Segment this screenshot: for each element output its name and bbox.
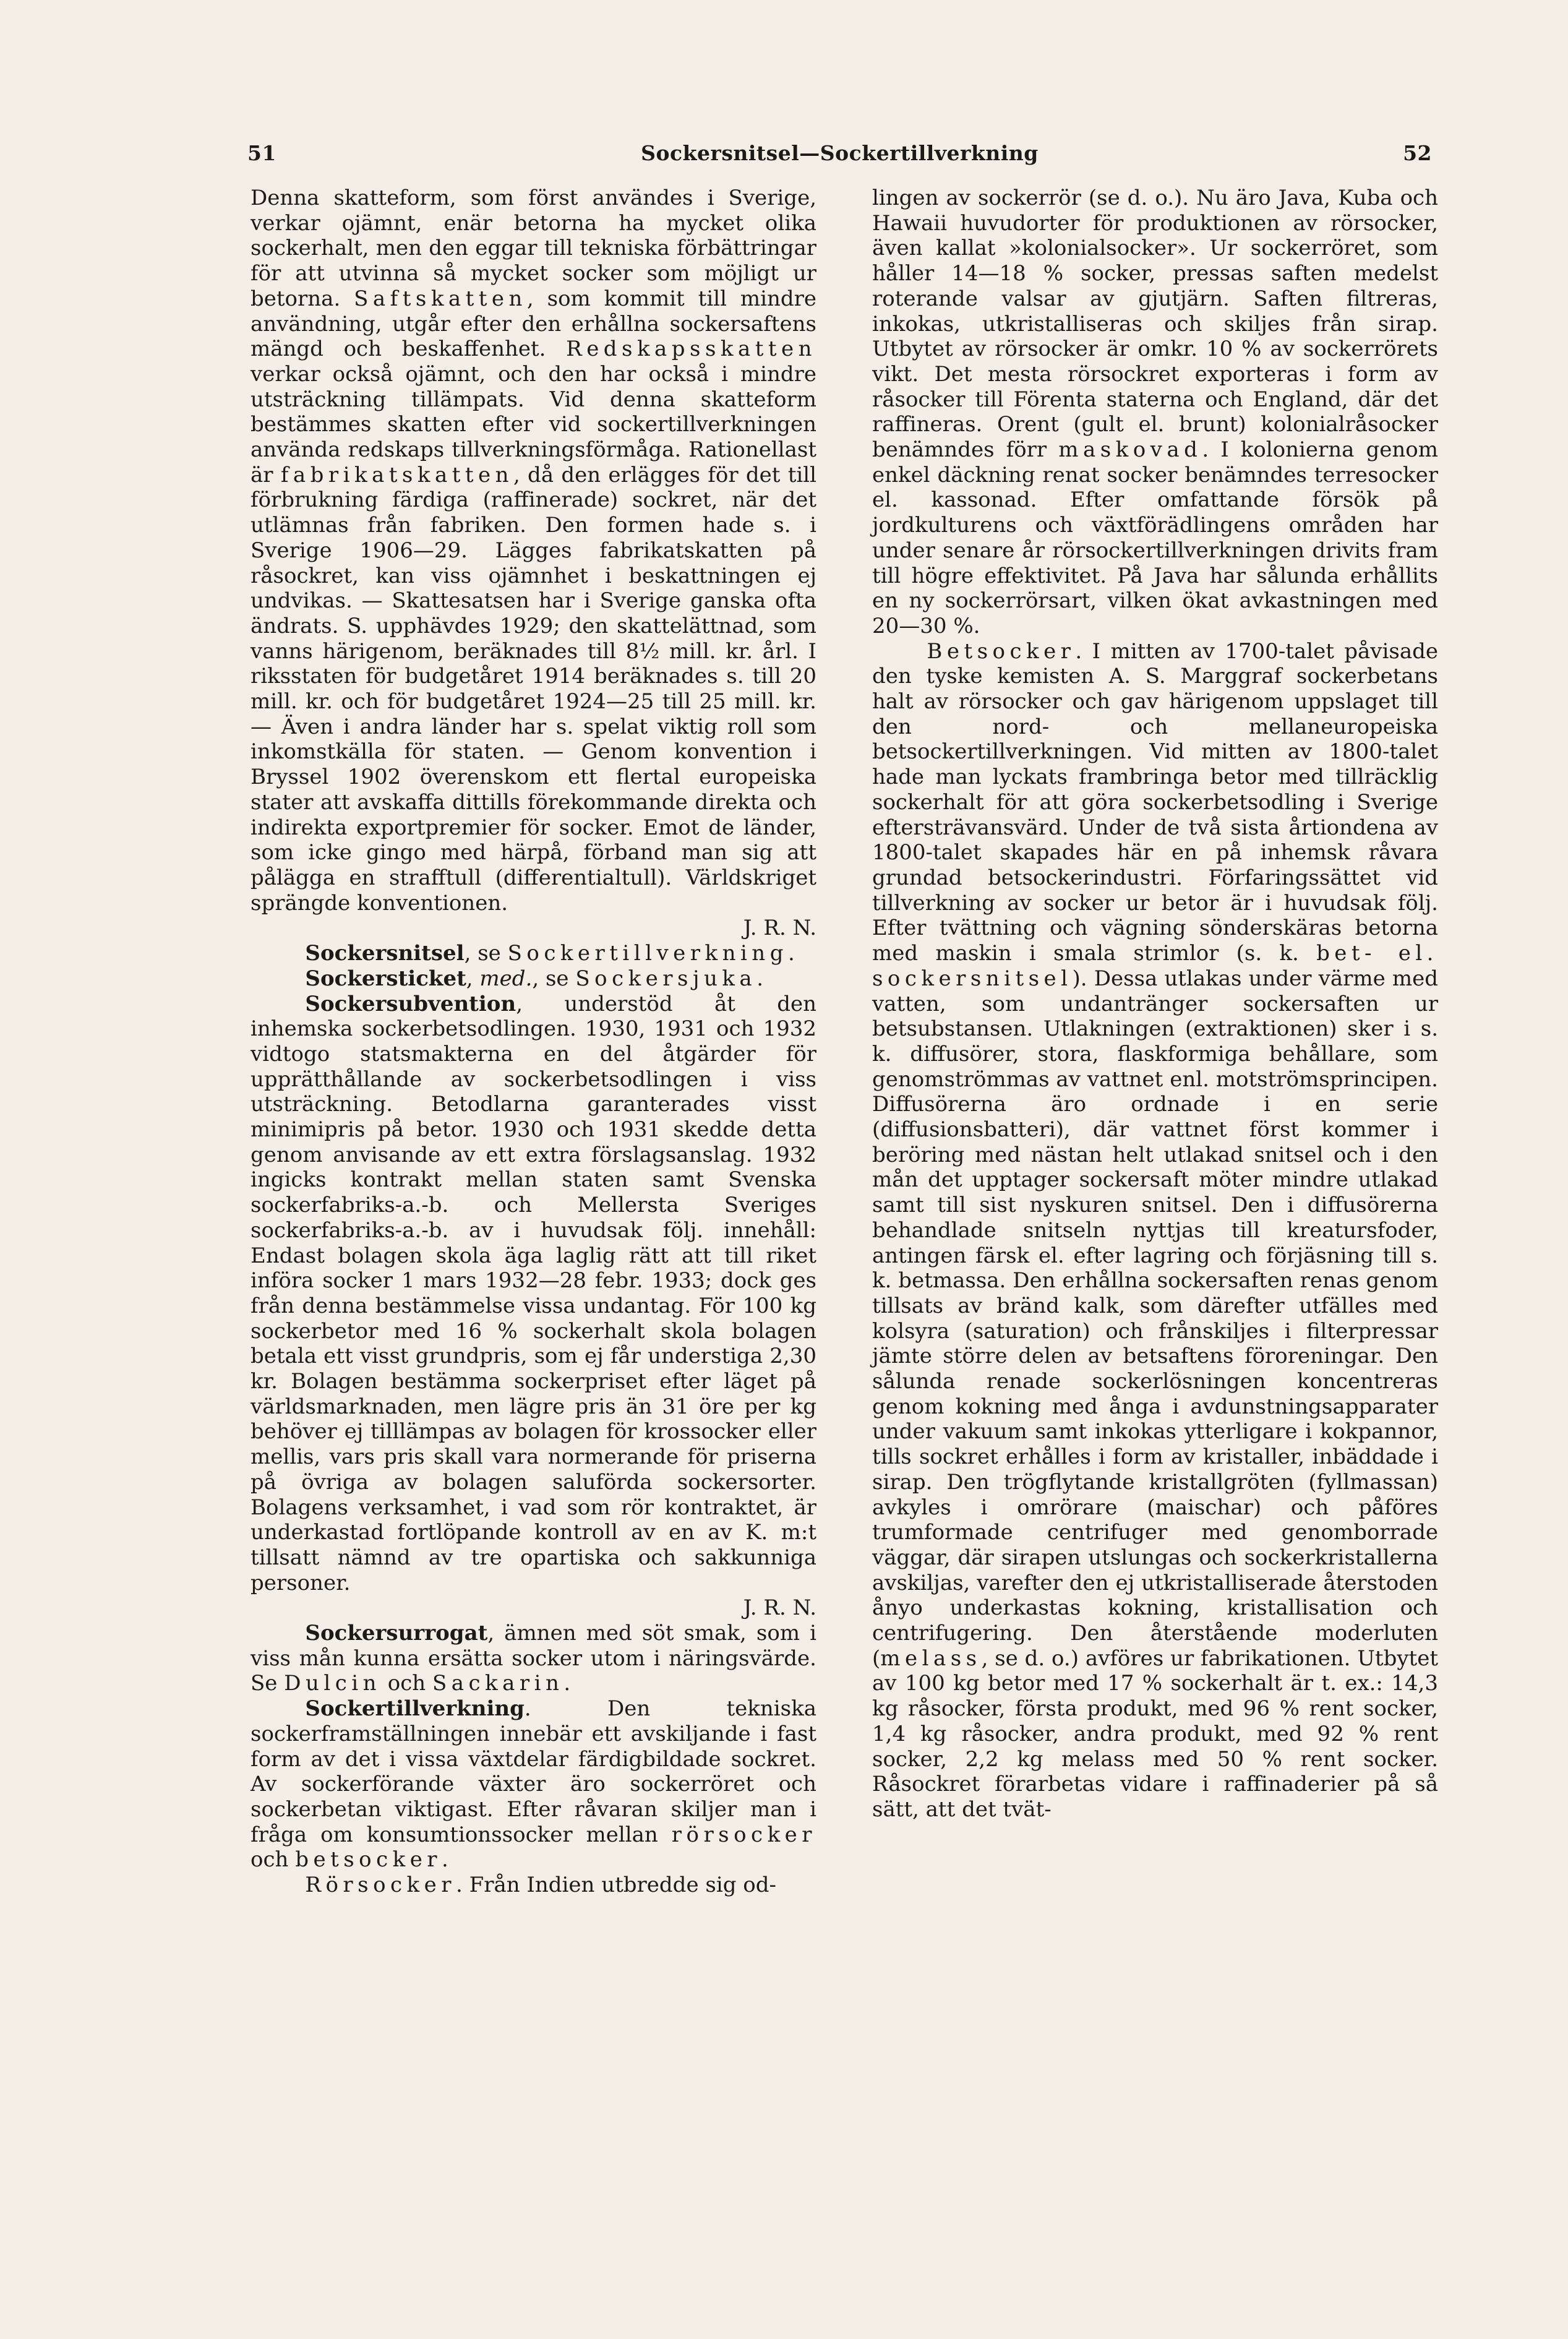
paragraph-betsocker — [872, 639, 1438, 1822]
entry-headword: Sockersubvention — [305, 991, 516, 1016]
entry-sockertillverkning — [251, 1696, 816, 1873]
cross-reference: Sockersjuka — [575, 966, 757, 991]
paragraph-rorsocker — [872, 186, 1438, 639]
spaced-term: rörsocker — [671, 1822, 816, 1847]
spaced-term: Saftskatten — [354, 286, 527, 311]
spaced-term: fabrikatskatten — [280, 462, 513, 487]
cross-reference: Sackarin — [432, 1671, 564, 1696]
text-run: ). Dessa utlakas under värme med vatten, som undantränger sockersaften ur betsubstansen. Utlakningen (extraktionen) sker i s. k. diffusörer, stora, flaskformiga behållare, som genomströmmas av vattnet enl. motströmsprincipen. Diffusörerna äro ordnade i en serie (diffusionsbatteri), där vattnet först kommer i beröring med nästan helt utlakad snitsel och i den mån det upptager sockersaft möter mindre utlakad samt till sist nyskuren snitsel. Den i diffusörerna behandlade snitseln nyttjas till kreatursfoder, antingen färsk el. efter lagring och förjäsning till s. k. betmassa. Den erhållna sockersaften renas genom tillsats av bränd kalk, som därefter utfälles med kolsyra (saturation) och frånskiljes i filterpressar jämte större delen av betsaftens föroreningar. Den sålunda renade sockerlösningen koncentreras genom kokning med ånga i avdunstningsapparater under vakuum samt inkokas ytterligare i kokpannor, tills sockret erhålles i form av kristaller, inbäddade i sirap. Den trögflytande kristallgröten (fyllmassan) avkyles i omrörare (maischar) och påföres trumformade centrifuger med genomborrade väggar, där sirapen utslungas och sockerkristallerna avskiljas, varefter den ej utkristalliserade återstoden ånyo underkastas kokning, kristallisation och centrifugering. Den återstående moderluten ( — [872, 966, 1438, 1671]
entry-headword: Sockersticket — [305, 966, 466, 991]
spaced-term: bet- el. sockersnitsel — [872, 941, 1438, 991]
text-run: , understöd åt den inhemska sockerbetsodlingen. 1930, 1931 och 1932 vidtogo statsmakterna en del åtgärder för upprätthållande av sockerbetsodlingen i viss utsträckning. Betodlarna garanterades visst minimipris på betor. 1930 och 1931 skedde detta genom anvisande av ett extra förslagsanslag. 1932 ingicks kontrakt mellan staten samt Svenska sockerfabriks-a.-b. och Mellersta Sveriges sockerfabriks-a.-b. av i huvudsak följ. innehåll: Endast bolagen skola äga laglig rätt att till riket införa socker 1 mars 1932—28 febr. 1933; dock ges från denna bestämmelse vissa undantag. För 100 kg sockerbetor med 16 % sockerhalt skola bolagen betala ett visst grundpris, som ej får understiga 2,30 kr. Bolagen bestämma sockerpriset efter läget på världsmarknaden, men lägre pris än 31 öre per kg behöver ej tilllämpas av bolagen för krossocker eller mellis, vars pris skall vara normerande för priserna på övriga av bolagen saluförda sockersorter. Bolagens verksamhet, i vad som rör kontraktet, är underkastad fortlöpande kontroll av en av K. m:t tillsatt nämnd av tre opartiska och sakkunniga personer. — [251, 991, 816, 1595]
author-signature: J. R. N. — [743, 1595, 816, 1621]
page-number-left: 51 — [247, 141, 276, 165]
text-run: , se d. o.) avföres ur fabrikationen. Utbytet av 100 kg betor med 17 % sockerhalt är t. ex.: 14,3 kg råsocker, första produkt, med 96 % rent socker, 1,4 kg råsocker, andra produkt, med 92 % rent socker, 2,2 kg melass med 50 % rent socker. Råsockret förarbetas vidare i raffinaderier på så sätt, att det tvät- — [872, 1646, 1438, 1822]
text-run: . — [756, 966, 763, 991]
entry-headword: Sockertillverkning — [305, 1696, 525, 1722]
cross-reference: Dulcin — [284, 1671, 381, 1696]
text-run: . I kolonierna genom enkel däckning renat socker benämndes terresocker el. kassonad. Efter omfattande försök på jordkulturens och växtförädlingens områden har under senare år rörsockertillverkningen drivits fram till högre effektivitet. På Java har sålunda erhållits en ny sockerrörsart, vilken ökat avkastningen med 20—30 %. — [872, 437, 1438, 638]
running-header — [247, 141, 1432, 178]
entry-headword: Sockersnitsel — [305, 941, 465, 966]
spaced-term: melass — [880, 1646, 982, 1671]
spaced-term: Redskapsskatten — [566, 337, 816, 362]
text-run: . Från Indien utbredde sig od- — [455, 1873, 776, 1898]
text-run: Denna skatteform, som först användes i Sverige, verkar ojämnt, enär betorna ha mycket olika sockerhalt, men den eggar till tekniska förbättringar för att utvinna så mycket socker som möjligt ur betorna. — [251, 186, 816, 311]
entry-sockersubvention — [251, 992, 816, 1596]
right-column — [872, 186, 1438, 1822]
text-run: , som kommit till mindre användning, utgår efter den erhållna sockersaftens mängd och beskaffenhet. — [251, 286, 816, 362]
entry-headword: Sockersurrogat — [305, 1621, 488, 1646]
spaced-term: maskovad — [1058, 437, 1202, 463]
text-run: , ämnen med söt smak, som i viss mån kunna ersätta socker utom i näringsvärde. Se — [251, 1621, 816, 1696]
subject-abbreviation: med. — [479, 966, 533, 991]
cross-reference: Sockertillverkning — [507, 941, 788, 966]
paragraph-tax-forms — [251, 186, 816, 916]
text-run: lingen av sockerrör (se d. o.). Nu äro Java, Kuba och Hawaii huvudorter för produktionen av rörsocker, även kallat »kolonialsocker». Ur sockerröret, som håller 14—18 % socker, pressas saften medelst roterande valsar av gjutjärn. Saften filtreras, inkokas, utkristalliseras och skiljes från sirap. Utbytet av rörsocker är omkr. 10 % av sockerrörets vikt. Det mesta rörsockret exporteras i form av råsocker till Förenta staterna och England, där det raffineras. Orent (gult el. brunt) kolonialråsocker benämndes förr — [872, 186, 1438, 463]
text-run: , — [466, 966, 480, 991]
spaced-term: Rörsocker — [305, 1873, 456, 1898]
text-run: , då den erlägges för det till förbrukning färdiga (raffinerade) sockret, när det utlämnas från fabriken. Den formen hade s. i Sverige 1906—29. Lägges fabrikatskatten på råsockret, kan viss ojämnhet i beskattningen ej undvikas. — Skattesatsen har i Sverige ganska ofta ändrats. S. upphävdes 1929; den skattelättnad, som vanns härigenom, beräknades till 8½ mill. kr. årl. I riksstaten för budgetåret 1914 beräknades s. till 20 mill. kr. och för budgetåret 1924—25 till 25 mill. kr. — Även i andra länder har s. spelat viktig roll som inkomstkälla för staten. — Genom konvention i Bryssel 1902 överenskom ett flertal europeiska stater att avskaffa dittills förekommande direkta och indirekta exportpremier för socker. Emot de länder, som icke gingo med härpå, förband man sig att pålägga en strafftull (differentialtull). Världskriget sprängde konventionen. — [251, 462, 816, 916]
text-run: , se — [532, 966, 576, 991]
entry-sockersnitsel — [251, 941, 816, 966]
text-run: , se — [464, 941, 508, 966]
author-signature: J. R. N. — [743, 916, 816, 941]
entry-sockersurrogat — [251, 1621, 816, 1696]
paragraph-rorsocker-start — [251, 1873, 816, 1898]
running-title: Sockersnitsel—Sockertillverkning — [641, 141, 1039, 165]
text-run: verkar också ojämnt, och den har också i mindre utsträckning tillämpats. Vid denna skatteform bestämmes skatten efter vid sockertillverkningen använda redskaps tillverkningsförmåga. Rationellast är — [251, 361, 816, 487]
left-column — [251, 186, 816, 1898]
text-run: . Den tekniska sockerframställningen innebär ett avskiljande i fast form av det i vissa växtdelar färdigbildade sockret. Av sockerförande växter äro sockerröret och sockerbetan viktigast. Efter råvaran skiljer man i fråga om konsumtionssocker mellan — [251, 1696, 816, 1847]
page-number-right: 52 — [1403, 141, 1432, 165]
text-run: . I mitten av 1700-talet påvisade den tyske kemisten A. S. Marggraf sockerbetans halt av rörsocker och gav härigenom uppslaget till den nord- och mellaneuropeiska betsockertillverkningen. Vid mitten av 1800-talet hade man lyckats frambringa betor med tillräcklig sockerhalt för att göra sockerbetsodling i Sverige eftersträvansvärd. Under de två sista årtiondena av 1800-talet skapades här en på inhemsk råvara grundad betsockerindustri. Förfaringssättet vid tillverkning av socker ur betor är i huvudsak följ. Efter tvättning och vägning sönderskäras betorna med maskin i smala strimlor (s. k. — [872, 638, 1438, 966]
spaced-term: Betsocker — [927, 638, 1076, 664]
text-run: . — [563, 1671, 571, 1696]
entry-sockersticket — [251, 966, 816, 992]
text-run: och — [380, 1671, 432, 1696]
spaced-term: betsocker — [295, 1847, 442, 1873]
text-run: och — [251, 1847, 296, 1873]
text-run: . — [442, 1847, 448, 1873]
text-run: . — [787, 941, 795, 966]
